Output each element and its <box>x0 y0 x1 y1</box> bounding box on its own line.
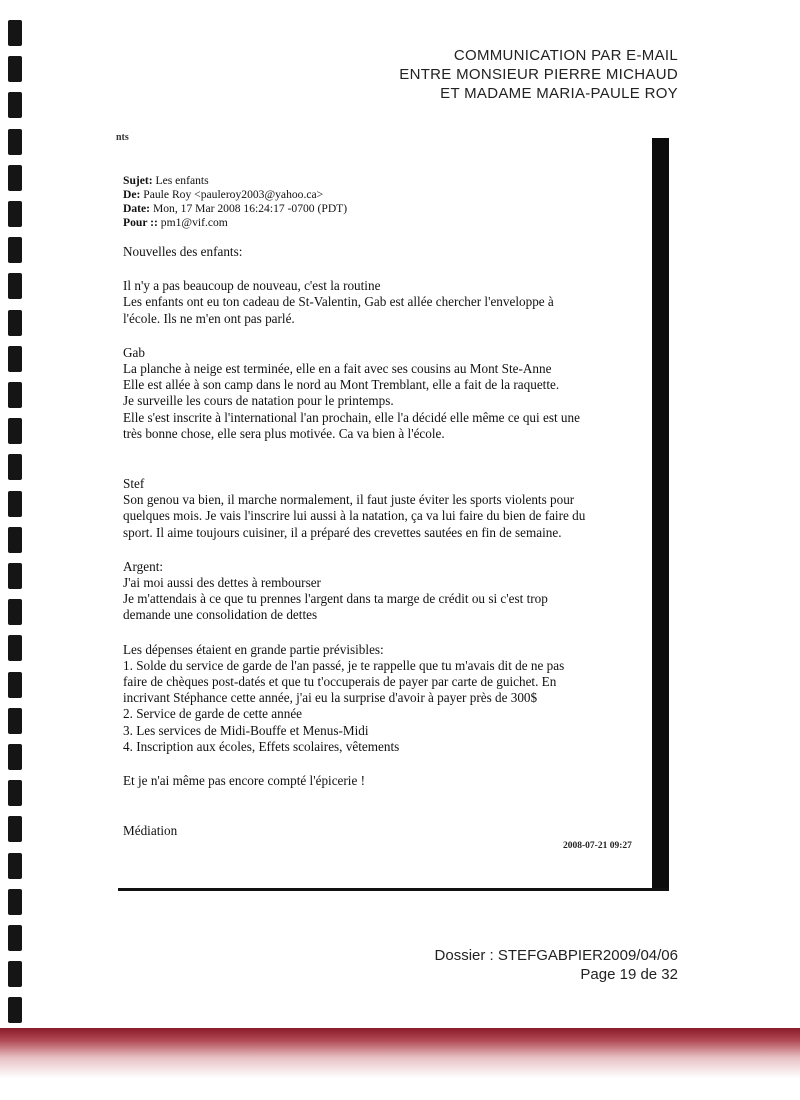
gab-line-3: Je surveille les cours de natation pour le printemps. <box>123 393 394 409</box>
argent-line-2: Je m'attendais à ce que tu prennes l'argent dans ta marge de crédit ou si c'est trop <box>123 591 548 607</box>
binding-hole <box>8 129 22 155</box>
dossier-reference: Dossier : STEFGABPIER2009/04/06 <box>434 947 678 964</box>
sheet-bottom-edge <box>118 888 669 891</box>
gab-title: Gab <box>123 344 145 360</box>
sheet-shadow-edge <box>652 138 669 890</box>
binding-hole <box>8 997 22 1023</box>
gab-line-4: Elle s'est inscrite à l'international l'an prochain, elle l'a décidé elle même ce qui est une <box>123 409 580 425</box>
print-timestamp: 2008-07-21 09:27 <box>563 841 632 851</box>
spiral-binding <box>8 20 24 1030</box>
email-body <box>123 174 648 839</box>
binding-hole <box>8 273 22 299</box>
binding-hole <box>8 346 22 372</box>
document-header <box>399 46 678 103</box>
date-label: Date: <box>123 202 151 215</box>
gab-line-1: La planche à neige est terminée, elle en a fait avec ses cousins au Mont Ste-Anne <box>123 361 552 377</box>
binding-hole <box>8 491 22 517</box>
to-value: pm1@vif.com <box>157 216 228 229</box>
binding-hole <box>8 599 22 625</box>
header-line-3: ET MADAME MARIA-PAULE ROY <box>440 85 678 102</box>
stef-title: Stef <box>123 476 145 492</box>
binding-hole <box>8 310 22 336</box>
gab-line-2: Elle est allée à son camp dans le nord au Mont Tremblant, elle a fait de la raquette. <box>123 377 560 393</box>
binding-hole <box>8 708 22 734</box>
email-date <box>123 202 648 216</box>
argent-line-1: J'ai moi aussi des dettes à rembourser <box>123 575 321 591</box>
from-value: Paule Roy <pauleroy2003@yahoo.ca> <box>140 188 324 201</box>
binding-hole <box>8 165 22 191</box>
binding-hole <box>8 527 22 553</box>
binding-hole <box>8 744 22 770</box>
binding-hole <box>8 201 22 227</box>
depenses-line-5: 3. Les services de Midi-Bouffe et Menus-Midi <box>123 722 369 738</box>
binding-hole <box>8 92 22 118</box>
argent-title: Argent: <box>123 558 164 574</box>
binding-hole <box>8 237 22 263</box>
subject-label: Sujet: <box>123 174 153 187</box>
email-to <box>123 216 648 230</box>
binding-hole <box>8 925 22 951</box>
binding-hole <box>8 816 22 842</box>
binding-hole <box>8 56 22 82</box>
email-from <box>123 188 648 202</box>
binding-hole <box>8 563 22 589</box>
depenses-line-4: 2. Service de garde de cette année <box>123 706 303 722</box>
stef-line-1: Son genou va bien, il marche normalement, il faut juste éviter les sports violents pour <box>123 492 575 508</box>
epicerie-line: Et je n'ai même pas encore compté l'épicerie ! <box>123 773 366 789</box>
mediation-line: Médiation <box>123 823 178 839</box>
binding-hole <box>8 635 22 661</box>
binding-hole <box>8 418 22 444</box>
depenses-intro: Les dépenses étaient en grande partie prévisibles: <box>123 641 384 657</box>
gab-line-5: très bonne chose, elle sera plus motivée. Ca va bien à l'école. <box>123 425 445 441</box>
to-label: Pour :: <box>123 216 158 229</box>
depenses-line-6: 4. Inscription aux écoles, Effets scolaires, vêtements <box>123 738 400 754</box>
binding-hole <box>8 780 22 806</box>
binding-hole <box>8 454 22 480</box>
intro-line: Nouvelles des enfants: <box>123 244 243 259</box>
subject-value: Les enfants <box>152 174 209 187</box>
depenses-line-1: 1. Solde du service de garde de l'an passé, je te rappelle que tu m'avais dit de ne pas <box>123 657 565 673</box>
from-label: De: <box>123 188 141 201</box>
p1-line-3: l'école. Ils ne m'en ont pas parlé. <box>123 310 295 326</box>
binding-hole <box>8 672 22 698</box>
binding-hole <box>8 382 22 408</box>
binding-hole <box>8 889 22 915</box>
argent-line-3: demande une consolidation de dettes <box>123 607 318 623</box>
binding-hole <box>8 853 22 879</box>
depenses-line-3: incrivant Stéphance cette année, j'ai eu la surprise d'avoir à payer près de 300$ <box>123 690 538 706</box>
p1-line-2: Les enfants ont eu ton cadeau de St-Valentin, Gab est allée chercher l'enveloppe à <box>123 294 554 310</box>
page-number: Page 19 de 32 <box>580 966 678 983</box>
binding-hole <box>8 20 22 46</box>
date-value: Mon, 17 Mar 2008 16:24:17 -0700 (PDT) <box>150 202 348 215</box>
p1-line-1: Il n'y a pas beaucoup de nouveau, c'est la routine <box>123 278 381 294</box>
scan-edge-strip <box>0 1028 800 1078</box>
document-footer <box>435 946 678 984</box>
stef-line-2: quelques mois. Je vais l'inscrire lui aussi à la natation, ça va lui faire du bien de faire du <box>123 508 586 524</box>
stef-line-3: sport. Il aime toujours cuisiner, il a préparé des crevettes sautées en fin de semaine. <box>123 524 562 540</box>
sheet-tab-label: nts <box>116 132 129 143</box>
email-subject <box>123 174 648 188</box>
header-line-1: COMMUNICATION PAR E-MAIL <box>453 47 678 64</box>
binding-hole <box>8 961 22 987</box>
depenses-line-2: faire de chèques post-datés et que tu t'occuperais de payer par carte de guichet. En <box>123 674 557 690</box>
header-line-2: ENTRE MONSIEUR PIERRE MICHAUD <box>399 66 678 83</box>
